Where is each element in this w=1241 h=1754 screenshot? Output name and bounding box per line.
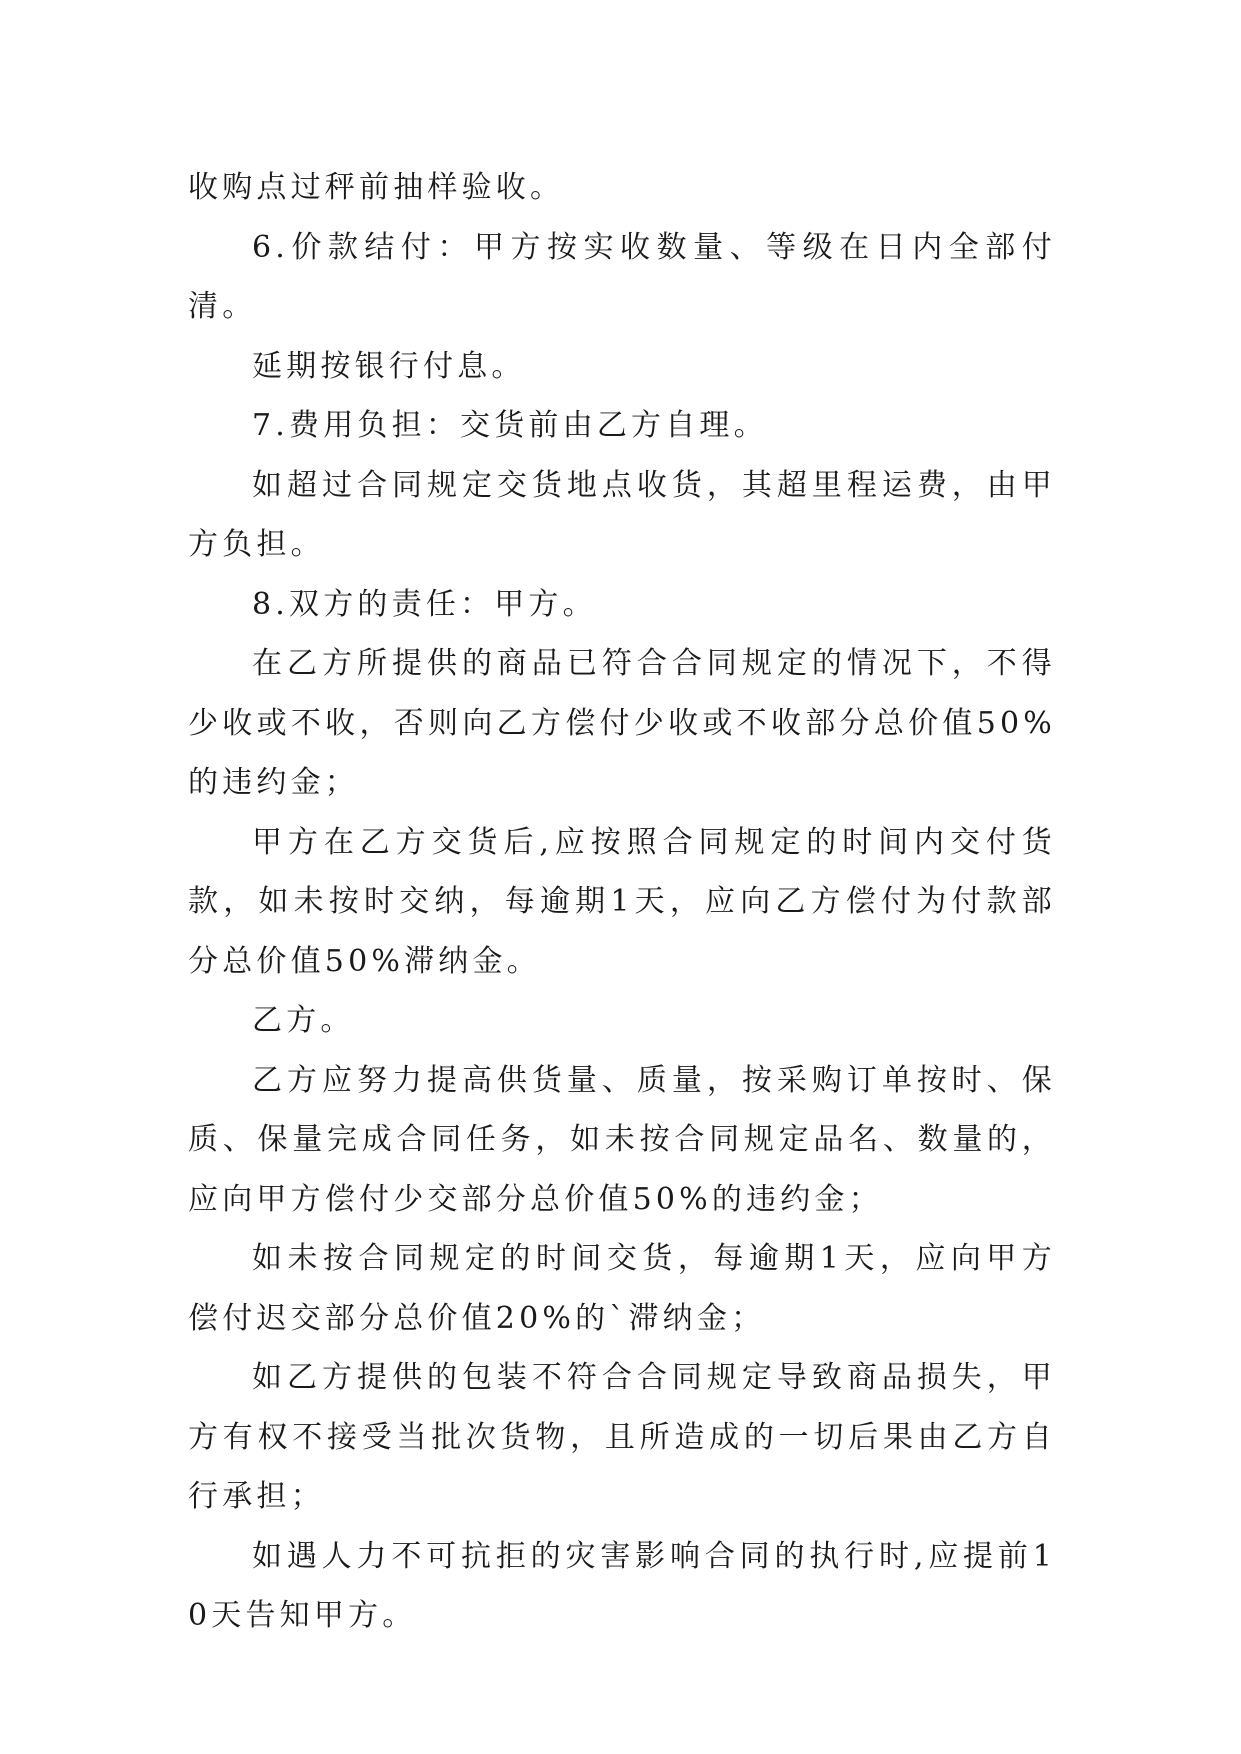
document-body [188, 158, 1056, 1646]
paragraph-2: 6.价款结付：甲方按实收数量、等级在日内全部付清。 [188, 229, 1056, 324]
paragraph-8: 甲方在乙方交货后,应按照合同规定的时间内交付货款，如未按时交纳，每逾期1天，应向乙方偿付为付款部分总价值50%滞纳金。 [188, 824, 1056, 979]
paragraph-12: 如乙方提供的包装不符合合同规定导致商品损失，甲方有权不接受当批次货物，且所造成的一切后果由乙方自行承担； [188, 1360, 1056, 1514]
paragraph-9: 乙方。 [252, 1003, 355, 1038]
paragraph-13: 如遇人力不可抗拒的灾害影响合同的执行时,应提前10天告知甲方。 [188, 1538, 1056, 1633]
paragraph-5: 如超过合同规定交货地点收货，其超里程运费，由甲方负担。 [188, 467, 1056, 562]
paragraph-3: 延期按银行付息。 [252, 348, 526, 384]
paragraph-6: 8.双方的责任：甲方。 [252, 586, 597, 622]
paragraph-4: 7.费用负担：交货前由乙方自理。 [252, 408, 768, 443]
paragraph-11: 如未按合同规定的时间交货，每逾期1天，应向甲方偿付迟交部分总价值20%的`滞纳金； [188, 1241, 1056, 1336]
paragraph-1: 收购点过秤前抽样验收。 [188, 170, 565, 205]
paragraph-10: 乙方应努力提高供货量、质量，按采购订单按时、保质、保量完成合同任务，如未按合同规定品名、数量的，应向甲方偿付少交部分总价值50%的违约金； [188, 1062, 1056, 1217]
paragraph-7: 在乙方所提供的商品已符合合同规定的情况下，不得少收或不收，否则向乙方偿付少收或不收部分总价值50%的违约金； [188, 646, 1056, 800]
